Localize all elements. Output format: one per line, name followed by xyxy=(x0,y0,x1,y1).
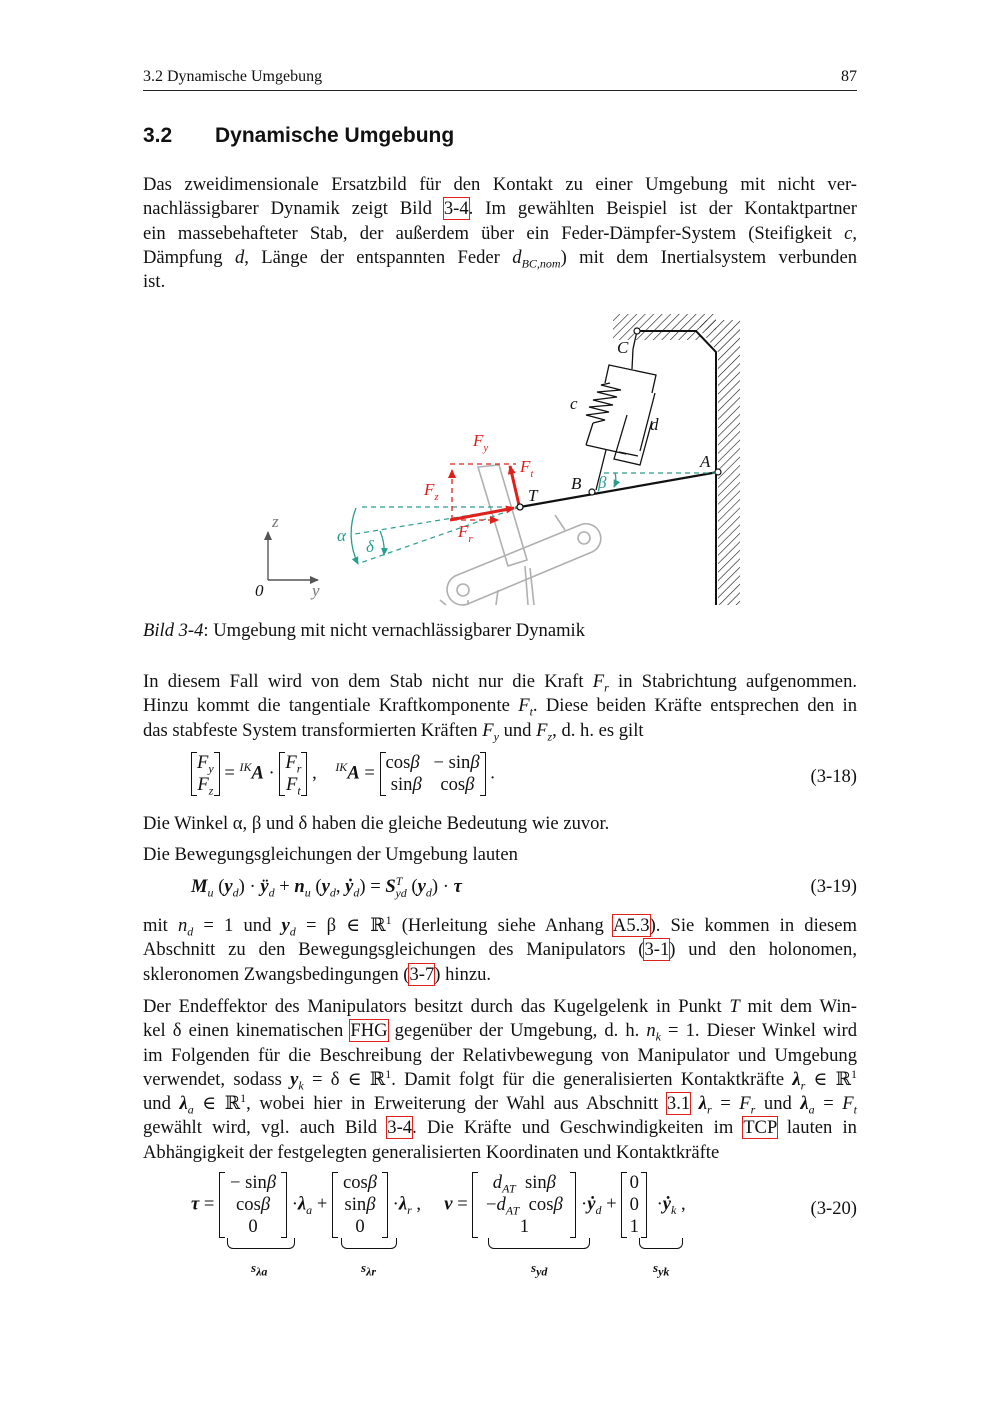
figure-caption: Bild 3-4: Umgebung mit nicht vernachlässigbarer Dynamik xyxy=(143,620,586,641)
abbreviation-link[interactable]: FHG xyxy=(350,1020,388,1042)
label-c: c xyxy=(570,394,578,413)
equation-number: (3-19) xyxy=(810,876,857,897)
text-line: im Folgenden für die Beschreibung der Relativbewegung von Manipulator und Umgebung xyxy=(143,1044,857,1066)
text-line: nachlässigbarer Dynamik zeigt Bild 3-4. Im gewählten Beispiel ist der Kontaktpartner xyxy=(143,198,857,220)
label-alpha: α xyxy=(337,526,346,545)
text-line: das stabfeste System transformierten Kräften $F_y$ und $F_z$, d. h. es gilt xyxy=(143,719,644,744)
label-A: A xyxy=(700,452,711,471)
label-Fr: $F_r$ xyxy=(458,522,473,545)
alpha-arc xyxy=(351,508,358,564)
label-beta: β xyxy=(598,473,607,492)
text-line: verwendet, sodass $y_k = \delta$ ∈ ℝ$^1$. Damit folgt für die generalisierten Kontaktkräfte $\lambda_r$ ∈ ℝ$^1$ xyxy=(143,1066,858,1093)
label-origin: 0 xyxy=(255,581,264,600)
label-C: C xyxy=(617,338,629,357)
section-number: 3.2 xyxy=(143,124,173,147)
equation-number: (3-20) xyxy=(810,1198,857,1219)
label-Fy: $F_y$ xyxy=(473,431,489,454)
text-line: In diesem Fall wird von dem Stab nicht nur die Kraft $F_r$ in Stabrichtung aufgenommen. xyxy=(143,671,858,695)
label-y: y xyxy=(312,581,320,600)
text-line: gewählt wird, vgl. auch Bild 3-4. Die Kräfte und Geschwindigkeiten im TCP lauten in xyxy=(143,1117,857,1139)
paragraph-angles xyxy=(143,812,857,836)
paragraph-dof xyxy=(143,914,857,987)
running-head-title: 3.2 Dynamische Umgebung xyxy=(143,68,323,85)
text-line: ist. xyxy=(143,271,166,293)
label-T: T xyxy=(528,486,538,505)
coordinate-axes xyxy=(268,532,318,580)
rod xyxy=(520,472,718,507)
section-ref-link[interactable]: 3.1 xyxy=(666,1093,691,1115)
text-line: Die Winkel α, β und δ haben die gleiche Bedeutung wie zuvor. xyxy=(143,813,610,834)
page-number: 87 xyxy=(841,68,857,85)
beta-arc xyxy=(614,473,616,487)
equation-number: (3-18) xyxy=(810,766,857,787)
text-line: Hinzu kommt die tangentiale Kraftkomponente $F_t$. Diese beiden Kräfte entsprechen den in xyxy=(143,695,858,720)
paragraph-endeffector xyxy=(143,995,857,1165)
label-B: B xyxy=(571,474,582,493)
text-line: ein massebehafteter Stab, der außerdem über ein Feder-Dämpfer-System (Steifigkeit c, xyxy=(143,222,857,244)
text-line: Abschnitt zu den Bewegungsgleichungen des Manipulators (3-1) und den holonomen, xyxy=(143,939,858,961)
label-delta: δ xyxy=(366,537,374,556)
text-line: Das zweidimensionale Ersatzbild für den Kontakt zu einer Umgebung mit nicht ver- xyxy=(143,174,857,195)
text-line: kel δ einen kinematischen FHG gegenüber der Umgebung, d. h. $n_k = 1$. Dieser Winkel wird xyxy=(143,1020,858,1045)
figure-ref-link[interactable]: 3-4 xyxy=(387,1117,413,1139)
equation-3-19: $M_u$ $(y_d)$ · $ÿ_d + n_u$ ($y_d$, ẏ$_d$) = $S^T_{yd}$ $(y_d) \cdot \tau$ (3-19) xyxy=(191,873,857,900)
text-line: Dämpfung d, Länge der entspannten Feder $d_{BC,nom}$) mit dem Inertialsystem verbunden xyxy=(143,246,857,271)
text-line: Der Endeffektor des Manipulators besitzt durch das Kugelgelenk in Punkt T mit dem Win- xyxy=(143,996,857,1017)
text-line: skleronomen Zwangsbedingungen (3-7) hinzu. xyxy=(143,963,492,985)
text-line: mit $n_d = 1$ und $y_d = \beta$ ∈ ℝ$^1$ (Herleitung siehe Anhang A5.3). Sie kommen in diesem xyxy=(143,912,857,939)
equation-3-20: τ = − sinβ cosβ 0 $\cdot\lambda_a$ + cosβ sinβ 0 $\cdot\lambda_r$ , v = $d_{AT}$ sinβ $-d_{AT}$ cosβ 1 ·ẏ$_d$ + 0 0 1 ·ẏ$_k$ , (3-20) $s_{\lambda a}$ $s_{\lambda r}$ $s_{yd}$ $s_{yk}$ xyxy=(191,1172,857,1279)
delta-arc xyxy=(380,531,384,555)
appendix-ref-link[interactable]: A5.3 xyxy=(612,915,650,936)
label-d: d xyxy=(650,415,659,434)
equation-ref-link[interactable]: 3-1 xyxy=(644,939,670,961)
section-title: Dynamische Umgebung xyxy=(215,124,455,147)
text-line: Abhängigkeit der festgelegten generalisierten Koordinaten und Kontaktkräfte xyxy=(143,1141,720,1163)
label-z: z xyxy=(272,512,279,531)
equation-ref-link[interactable]: 3-7 xyxy=(409,963,435,985)
paragraph-motion xyxy=(143,843,857,867)
abbreviation-link[interactable]: TCP xyxy=(743,1117,777,1139)
figure-ref-link[interactable]: 3-4 xyxy=(443,198,469,220)
text-line: Die Bewegungsgleichungen der Umgebung lauten xyxy=(143,844,518,865)
label-Fz: $F_z$ xyxy=(424,480,439,503)
equation-3-18: $F_y$ $F_z$ = $^{IK}$A · $F_r$ $F_t$ , $^{IK}$A = cosβ − sinβ sinβ cosβ . (3-18) xyxy=(143,752,857,804)
text-line: und $\lambda_a$ ∈ ℝ$^1$, wobei hier in Erweiterung der Wahl aus Abschnitt 3.1 $\lambda_r = F_r$ und $\lambda_a = F_t$ xyxy=(143,1091,857,1117)
label-Ft: $F_t$ xyxy=(520,457,534,480)
paragraph-forces xyxy=(143,670,857,743)
